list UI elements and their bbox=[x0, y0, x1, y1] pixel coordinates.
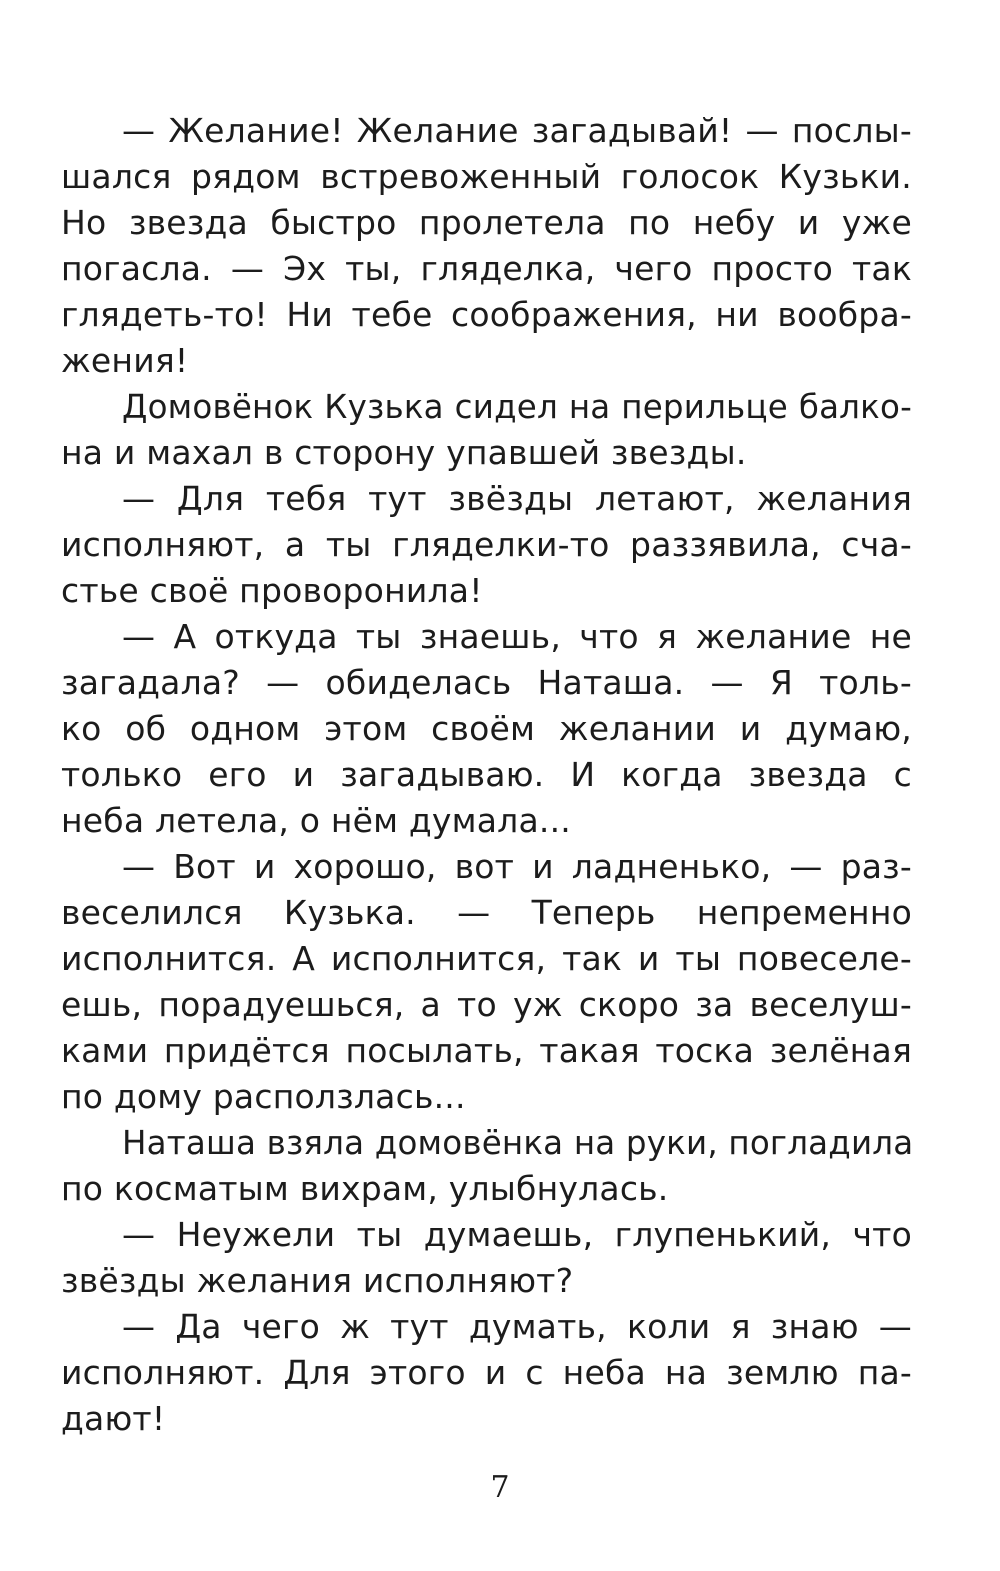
text-line: только его и загадываю. И когда звезда с bbox=[61, 755, 912, 794]
book-page-text bbox=[61, 108, 912, 1442]
text-line: глядеть-то! Ни тебе соображения, ни вообра- bbox=[61, 295, 912, 334]
text-line: — Да чего ж тут думать, коли я знаю — bbox=[122, 1307, 912, 1346]
text-line: загадала? — обиделась Наташа. — Я толь- bbox=[61, 663, 912, 702]
text-line: шался рядом встревоженный голосок Кузьки. bbox=[61, 157, 912, 196]
text-line: — Желание! Желание загадывай! — послы- bbox=[122, 111, 912, 150]
text-line: жения! bbox=[61, 341, 189, 380]
text-line: по косматым вихрам, улыбнулась. bbox=[61, 1169, 669, 1208]
text-line: — Вот и хорошо, вот и ладненько, — раз- bbox=[122, 847, 912, 886]
text-line: — Неужели ты думаешь, глупенький, что bbox=[122, 1215, 912, 1254]
text-line: Но звезда быстро пролетела по небу и уже bbox=[61, 203, 912, 242]
text-line: веселился Кузька. — Теперь непременно bbox=[61, 893, 912, 932]
text-line: неба летела, о нём думала... bbox=[61, 801, 571, 840]
text-line: исполняют. Для этого и с неба на землю па- bbox=[61, 1353, 912, 1392]
text-line: ешь, порадуешься, а то уж скоро за веселуш- bbox=[61, 985, 912, 1024]
text-line: исполнится. А исполнится, так и ты повеселе- bbox=[61, 939, 912, 978]
text-line: — Для тебя тут звёзды летают, желания bbox=[122, 479, 912, 518]
text-line: по дому расползлась... bbox=[61, 1077, 466, 1116]
text-line: ками придётся посылать, такая тоска зелёная bbox=[61, 1031, 912, 1070]
text-line: погасла. — Эх ты, гляделка, чего просто так bbox=[61, 249, 912, 288]
text-line: дают! bbox=[61, 1399, 166, 1438]
page-number: 7 bbox=[490, 1470, 510, 1505]
text-line: на и махал в сторону упавшей звезды. bbox=[61, 433, 747, 472]
text-line: Наташа взяла домовёнка на руки, погладила bbox=[122, 1124, 914, 1162]
text-line: ко об одном этом своём желании и думаю, bbox=[61, 709, 912, 748]
text-line: Домовёнок Кузька сидел на перильце балко- bbox=[122, 388, 912, 426]
text-line: стье своё проворонила! bbox=[61, 571, 483, 610]
text-line: звёзды желания исполняют? bbox=[61, 1261, 574, 1300]
text-line: — А откуда ты знаешь, что я желание не bbox=[122, 617, 912, 656]
text-line: исполняют, а ты гляделки-то раззявила, сча- bbox=[61, 525, 912, 564]
